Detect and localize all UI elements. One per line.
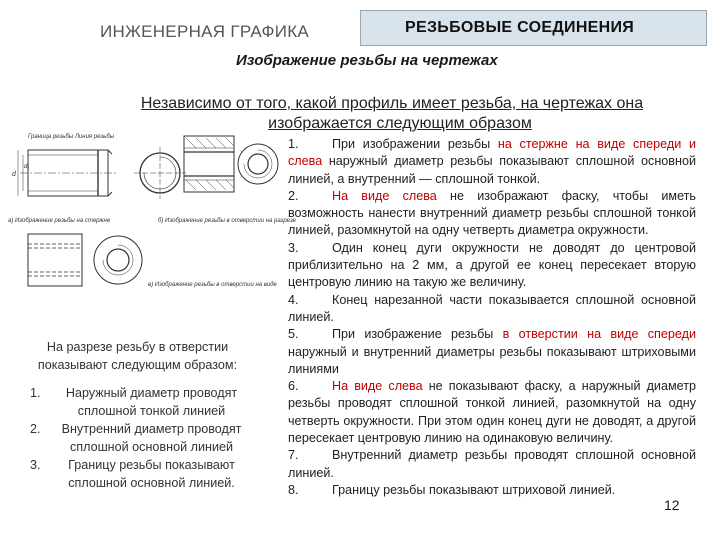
hole-view-circle <box>94 236 142 284</box>
thread-drawing <box>8 130 297 308</box>
left-note <box>30 338 245 492</box>
callout-label: Граница резьбы Линия резьбы <box>28 134 115 140</box>
intro-line-2: изображается следующим образом <box>268 115 532 132</box>
topic-title: РЕЗЬБОВЫЕ СОЕДИНЕНИЯ <box>405 19 635 36</box>
slide-subtitle: Изображение резьбы на чертежах <box>236 52 498 69</box>
rod-front-view <box>18 150 118 196</box>
rule-item: 7. Внутренний диаметр резьбы проводят сплошной основной линией. <box>288 448 696 480</box>
hole-front-view <box>28 234 82 286</box>
topic-banner <box>360 10 707 46</box>
rule-item: 2. На виде слева не изображают фаску, чтобы иметь возможность нанести внутренний диаметр резьбы сплошной тонкой линией, разомкнутой на одну четверть диаметра окружности. <box>288 188 696 238</box>
left-note-list <box>30 384 245 492</box>
list-item: 1. Наружный диаметр проводят сплошной тонкой линией <box>30 386 238 418</box>
rules-list <box>288 136 696 499</box>
rule-item: 5. При изображение резьбы в отверстии на виде спереди наружный и внутренний диаметры резьбы показывают штриховыми линиями <box>288 327 696 376</box>
rod-left-view <box>134 147 186 199</box>
hole-left-view <box>238 144 278 184</box>
course-title: ИНЖЕНЕРНАЯ ГРАФИКА <box>100 22 310 41</box>
intro-text <box>100 94 700 134</box>
rule-item: 6. На виде слева не показывают фаску, а наружный диаметр резьбы проводят сплошной тонкой линией, разомкнутой на одну четверть окружности. При этом один конец дуги не доводят, а другой пересекает центровую линию на одинаковую величину. <box>288 379 696 446</box>
rule-item: 8. Границу резьбы показывают штриховой линией. <box>288 482 616 497</box>
label-a: а) Изображение резьбы на стержне <box>8 218 111 224</box>
rule-item: 3. Один конец дуги окружности не доводят до центровой приблизительно на 2 мм, а другой ее конец пересекает вторую центровую линию на такую же величину. <box>288 240 696 290</box>
left-note-intro: На разрезе резьбу в отверстии показывают следующим образом: <box>37 340 238 372</box>
rule-item: 1. При изображении резьбы на стержне на виде спереди и слева наружный диаметр резьбы показывают сплошной основной линией, а внутренний — сплошной тонкой. <box>288 137 697 186</box>
intro-line-1: Независимо от того, какой профиль имеет резьба, на чертежах она <box>140 95 644 112</box>
page-number: 12 <box>664 497 680 513</box>
rule-item: 4. Конец нарезанной части показывается сплошной основной линией. <box>288 292 696 324</box>
list-item: 3. Границу резьбы показывают сплошной основной линией. <box>30 458 235 490</box>
label-b: б) Изображение резьбы в отверстии на разрезе <box>158 218 297 224</box>
dim-d: d <box>12 171 16 178</box>
hole-section-view <box>184 136 234 192</box>
dim-d1: d₁ <box>24 164 30 170</box>
list-item: 2. Внутренний диаметр проводят сплошной основной линией <box>30 422 242 454</box>
label-c: в) Изображение резьбы в отверстии на виде <box>148 282 277 288</box>
